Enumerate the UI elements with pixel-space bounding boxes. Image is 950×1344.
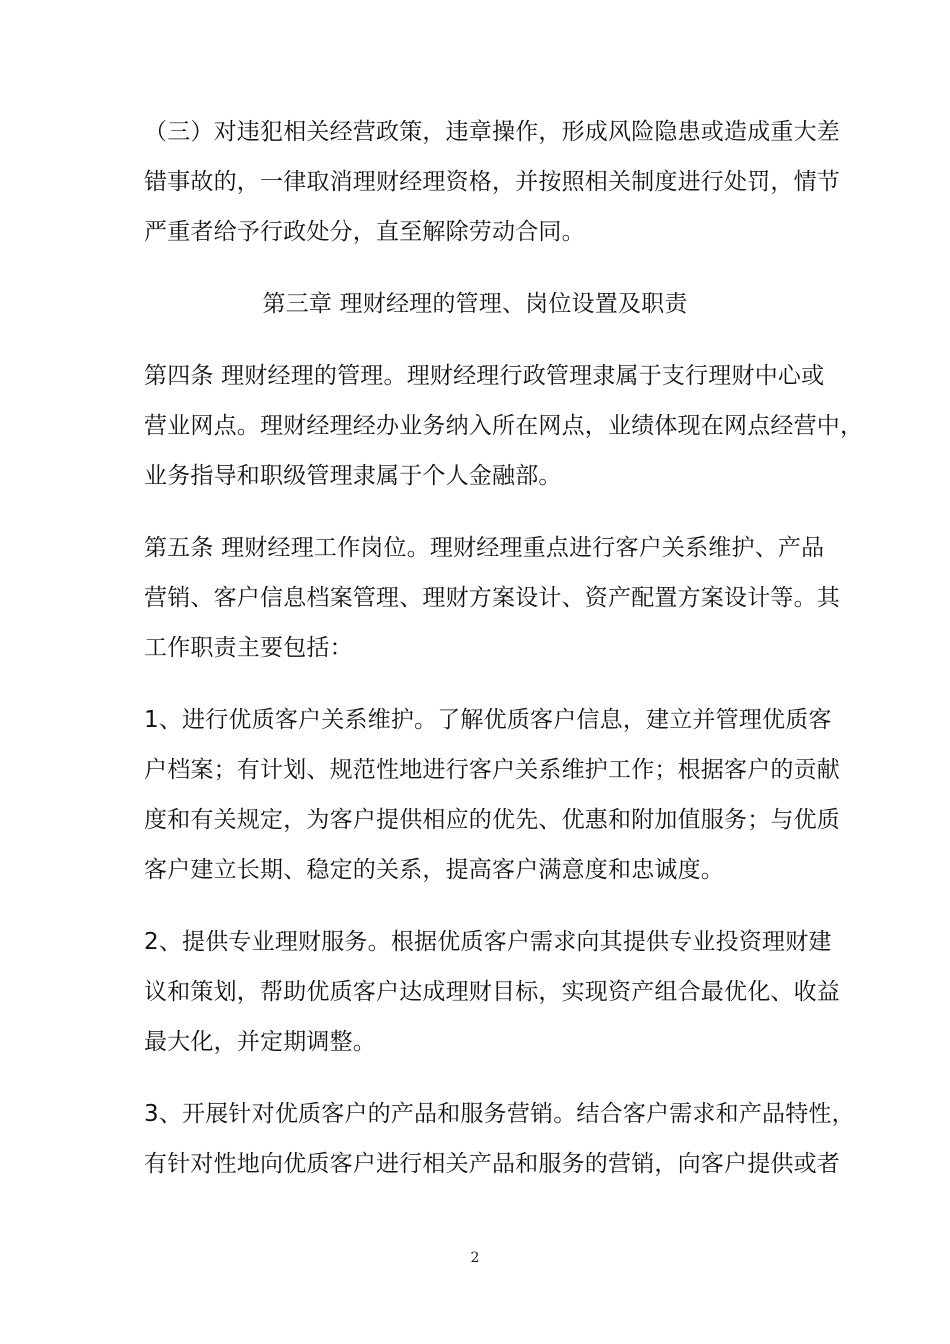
chapter-heading: 第三章 理财经理的管理、岗位设置及职责	[262, 291, 688, 317]
page-number: 2	[470, 1250, 480, 1266]
text-line: 最大化，并定期调整。	[144, 1029, 376, 1055]
text-line: 客户建立长期、稳定的关系，提高客户满意度和忠诚度。	[144, 857, 724, 883]
text-line: 错事故的，一律取消理财经理资格，并按照相关制度进行处罚，情节	[144, 169, 840, 195]
text-line: 营业网点。理财经理经办业务纳入所在网点，业绩体现在网点经营中，	[144, 413, 864, 439]
text-line: 3、开展针对优质客户的产品和服务营销。结合客户需求和产品特性，	[144, 1101, 855, 1127]
text-line: 营销、客户信息档案管理、理财方案设计、资产配置方案设计等。其	[144, 585, 840, 611]
text-line: 度和有关规定，为客户提供相应的优先、优惠和附加值服务；与优质	[144, 807, 840, 833]
text-line: 业务指导和职级管理隶属于个人金融部。	[144, 463, 562, 489]
text-line: 2、提供专业理财服务。根据优质客户需求向其提供专业投资理财建	[144, 929, 832, 955]
text-line: 户档案；有计划、规范性地进行客户关系维护工作；根据客户的贡献	[144, 757, 840, 783]
text-line: 有针对性地向优质客户进行相关产品和服务的营销，向客户提供或者	[144, 1151, 840, 1177]
text-line: 1、进行优质客户关系维护。了解优质客户信息，建立并管理优质客	[144, 707, 832, 733]
text-line: （三）对违犯相关经营政策，违章操作，形成风险隐患或造成重大差	[144, 119, 840, 145]
text-line: 议和策划，帮助优质客户达成理财目标，实现资产组合最优化、收益	[144, 979, 840, 1005]
text-line: 严重者给予行政处分，直至解除劳动合同。	[144, 219, 585, 245]
text-line: 工作职责主要包括：	[144, 635, 353, 661]
text-line: 第四条 理财经理的管理。理财经理行政管理隶属于支行理财中心或	[144, 363, 825, 389]
text-line: 第五条 理财经理工作岗位。理财经理重点进行客户关系维护、产品	[144, 535, 825, 561]
